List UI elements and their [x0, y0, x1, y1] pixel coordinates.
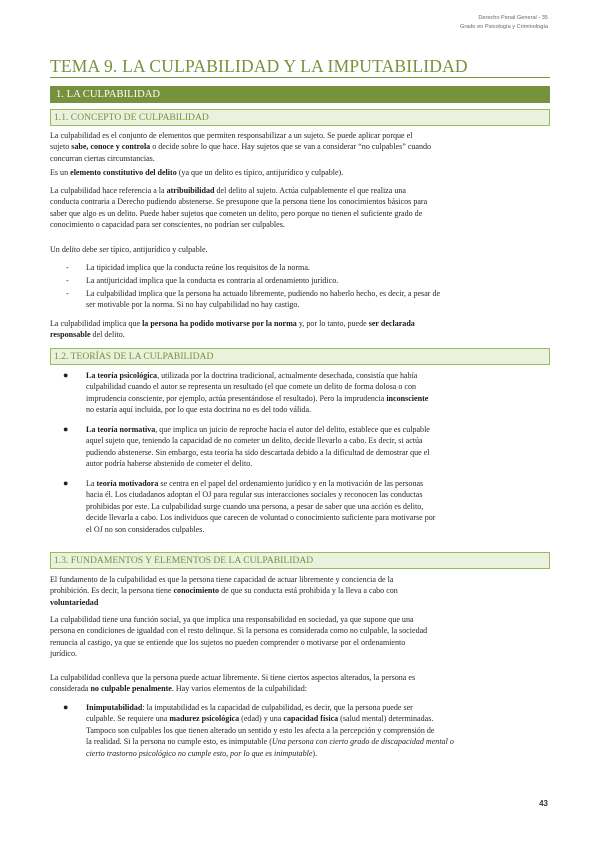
- dash-bullet: -: [66, 263, 69, 272]
- list-item-inimputabilidad: Inimputabilidad: la imputabilidad es la capacidad de culpabilidad, es decir, que la persona puede ser culpable. Se requiere una madurez psicológica (edad) y una capacidad física (salud mental) determinadas. Tampoco son culpables los que tienen alterado un sentido y esto les afecta a la percepción y comprensión de la realidad. Si la persona no cumple esto, es inimputable (Una persona con cierto grado de discapacidad mental o cierto trastorno psicológico no cumple esto, por lo que es inimputable).: [86, 703, 454, 758]
- paragraph-elements: La culpabilidad conlleva que la persona puede actuar libremente. Si tiene ciertos aspectos alterados, la persona es considerada no culpable penalmente. Hay varios elementos de la culpabilidad:: [50, 673, 416, 694]
- list-item-teoria-normativa: La teoría normativa, que implica un juicio de reproche hacia el autor del delito, establece que es culpable aquel sujeto que, teniendo la capacidad de no cometer un delito, decide llevarlo a cabo. Es decir, si actúa pudiendo abstenerse. Sin embargo, esta teoría ha sido descartada debido a la dificultad de demostrar que el autor podría haberse abstenido de cometer el delito.: [86, 425, 430, 469]
- dash-bullet: -: [66, 289, 69, 298]
- paragraph-requirements: Un delito debe ser típico, antijurídico y culpable.: [50, 245, 208, 254]
- paragraph-element: Es un elemento constitutivo del delito (ya que un delito es típico, antijurídico y culpable).: [50, 168, 344, 177]
- section-heading-culpabilidad: 1. LA CULPABILIDAD: [50, 86, 550, 103]
- header-degree: Grado en Psicología y Criminología: [460, 24, 548, 30]
- subsection-heading-concepto: 1.1. CONCEPTO DE CULPABILIDAD: [50, 109, 550, 126]
- list-item-antijuricidad: La antijuricidad implica que la conducta es contraria al ordenamiento jurídico.: [86, 276, 339, 285]
- paragraph-concept: La culpabilidad es el conjunto de elementos que permiten responsabilizar a un sujeto. Se puede aplicar porque el sujeto sabe, conoce y controla o decide sobre lo que hace. Hay sujetos que se van a considerar “no culpables” cuando concurran ciertas circunstancias.: [50, 131, 432, 163]
- paragraph-attribution: La culpabilidad hace referencia a la atribuibilidad del delito al sujeto. Actúa culpablemente el que realiza una conducta contraria a Derecho pudiendo abstenerse. Se presupone que la persona tiene los conocimientos básicos para saber que algo es un delito. Puede haber sujetos que cometen un delito, pero porque no tienen el suficiente grado de conocimiento o capacidad para ser conscientes, no podrían ser culpables.: [50, 186, 428, 230]
- list-item-teoria-motivadora: La teoría motivadora se centra en el papel del ordenamiento jurídico y en la motivación de las personas hacia él. Los ciudadanos adoptan el OJ para regular sus interacciones sociales y reconocen las conductas prohibidas por este. La culpabilidad surge cuando una persona, a pesar de saber que una acción es delito, decide llevarla a cabo. Los individuos que carecen de voluntad o conocimiento suficiente para motivarse por el OJ no son considerados culpables.: [86, 479, 436, 534]
- subsection-heading-fundamentos: 1.3. FUNDAMENTOS Y ELEMENTOS DE LA CULPABILIDAD: [50, 552, 550, 569]
- paragraph-social-function: La culpabilidad tiene una función social, ya que implica una responsabilidad en sociedad, ya que supone que una persona en condiciones de igualdad con el resto delinque. Si la persona es considerada como no culpable, la sociedad renuncia al castigo, ya que se entiende que los sujetos no pueden comprender o motivarse por el ordenamiento jurídico.: [50, 615, 428, 659]
- bullet-dot: ●: [63, 702, 69, 712]
- list-item-culpabilidad: La culpabilidad implica que la persona ha actuado libremente, pudiendo no haberlo hecho, es decir, a pesar de ser motivable por la norma. Si no hay culpabilidad no hay castigo.: [86, 289, 441, 310]
- list-item-tipicidad: La tipicidad implica que la conducta reúne los requisitos de la norma.: [86, 263, 310, 272]
- subsection-heading-teorias: 1.2. TEORÍAS DE LA CULPABILIDAD: [50, 348, 550, 365]
- bullet-dot: ●: [63, 370, 69, 380]
- header-course: Derecho Penal General - 35: [478, 15, 548, 21]
- chapter-title: TEMA 9. LA CULPABILIDAD Y LA IMPUTABILIDAD: [50, 56, 550, 78]
- bullet-dot: ●: [63, 478, 69, 488]
- paragraph-motivation: La culpabilidad implica que la persona ha podido motivarse por la norma y, por lo tanto, puede ser declarada responsable del delito.: [50, 319, 415, 340]
- running-header: [460, 14, 548, 32]
- page-number: 43: [539, 799, 548, 808]
- dash-bullet: -: [66, 276, 69, 285]
- list-item-teoria-psicologica: La teoría psicológica, utilizada por la doctrina tradicional, actualmente desechada, consistía que había culpabilidad cuando el autor se representa un resultado (el que comete un delito de forma dolosa o con imprudencia consciente, por ejemplo, actúa presentándose el resultado). Pero la imprudencia inconsciente no estaría aquí incluida, por lo que esta doctrina no es del todo válida.: [86, 371, 429, 415]
- bullet-dot: ●: [63, 424, 69, 434]
- paragraph-fundamento: El fundamento de la culpabilidad es que la persona tiene capacidad de actuar libremente y conciencia de la prohibición. Es decir, la persona tiene conocimiento de que su conducta está prohibida y la lleva a cabo con voluntariedad: [50, 575, 398, 607]
